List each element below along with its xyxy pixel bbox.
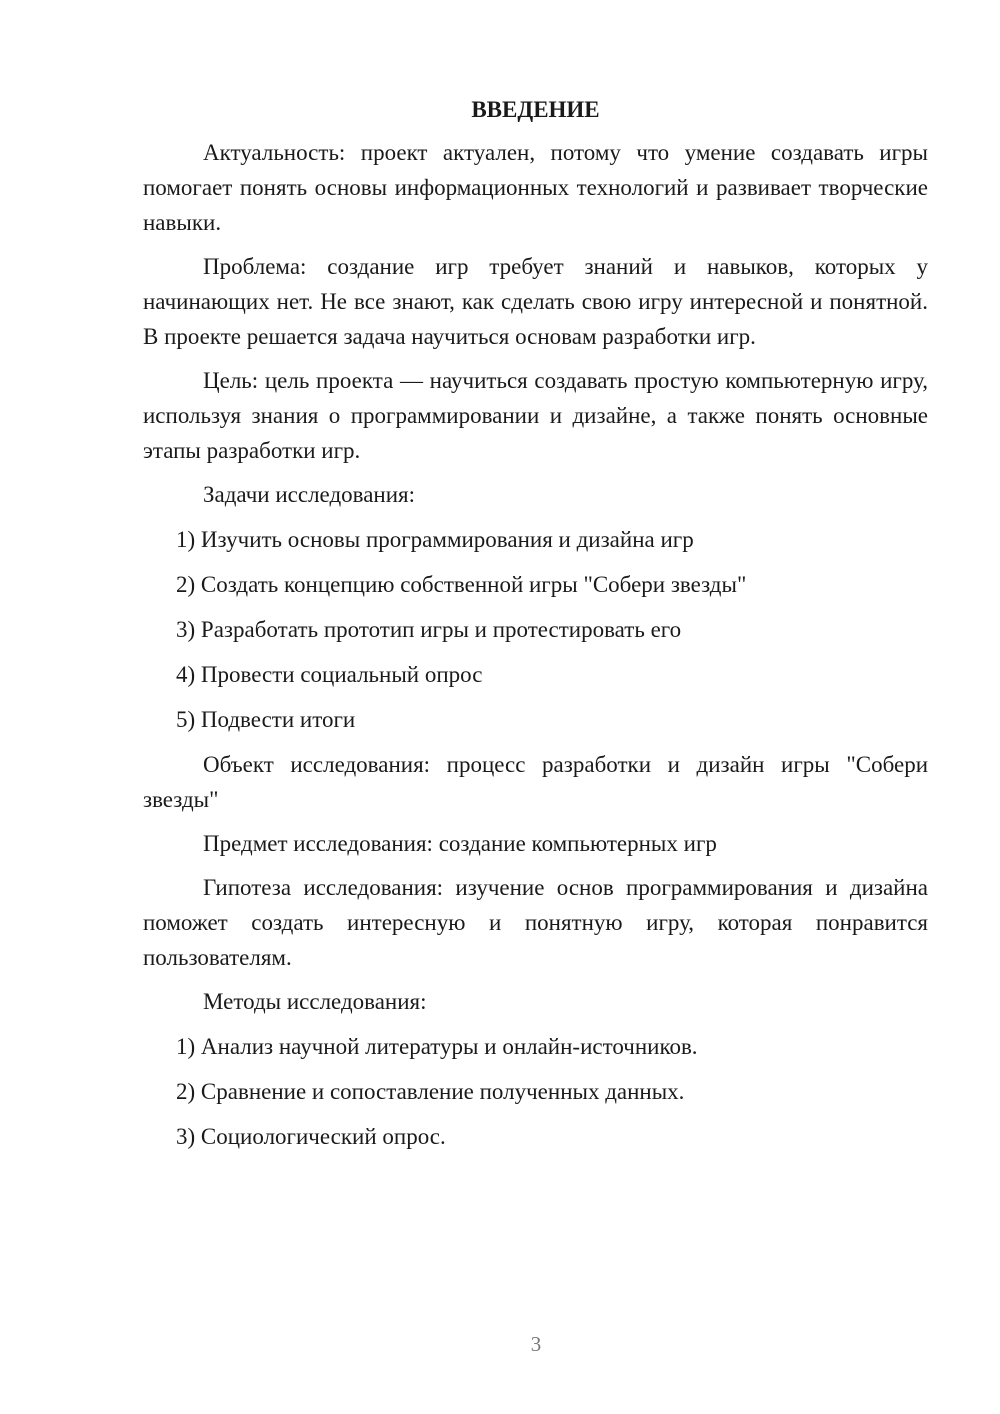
method-item: 3) Социологический опрос.: [176, 1124, 446, 1149]
tasks-list: [143, 522, 928, 737]
task-item: 4) Провести социальный опрос: [176, 662, 483, 687]
method-item: 2) Сравнение и сопоставление полученных данных.: [176, 1079, 685, 1104]
relevance-paragraph: Актуальность: проект актуален, потому что умение создавать игры помогает понять основы информационных технологий и развивает творческие навыки.: [143, 140, 928, 235]
methods-list: [143, 1029, 928, 1154]
hypothesis-paragraph: Гипотеза исследования: изучение основ программирования и дизайна поможет создать интересную и понятную игру, которая понравится пользователям.: [143, 875, 928, 970]
tasks-heading: Задачи исследования:: [203, 482, 416, 507]
object-paragraph: Объект исследования: процесс разработки и дизайн игры "Собери звезды": [143, 752, 928, 812]
goal-paragraph: Цель: цель проекта — научиться создавать простую компьютерную игру, используя знания о программировании и дизайне, а также понять основные этапы разработки игр.: [143, 368, 928, 463]
section-title: ВВЕДЕНИЕ: [471, 97, 600, 122]
task-item: 5) Подвести итоги: [176, 707, 356, 732]
task-item: 1) Изучить основы программирования и дизайна игр: [176, 527, 694, 552]
problem-paragraph: Проблема: создание игр требует знаний и навыков, которых у начинающих нет. Не все знают, как сделать свою игру интересной и понятной. В проекте решается задача научиться основам разработки игр.: [143, 254, 928, 349]
task-item: 3) Разработать прототип игры и протестировать его: [176, 617, 682, 642]
methods-heading: Методы исследования:: [203, 989, 427, 1014]
subject-paragraph: Предмет исследования: создание компьютерных игр: [203, 831, 717, 856]
task-item: 2) Создать концепцию собственной игры "Собери звезды": [176, 572, 747, 597]
page-number: 3: [530, 1332, 542, 1356]
method-item: 1) Анализ научной литературы и онлайн-источников.: [176, 1034, 698, 1059]
document-body: [143, 92, 928, 1164]
